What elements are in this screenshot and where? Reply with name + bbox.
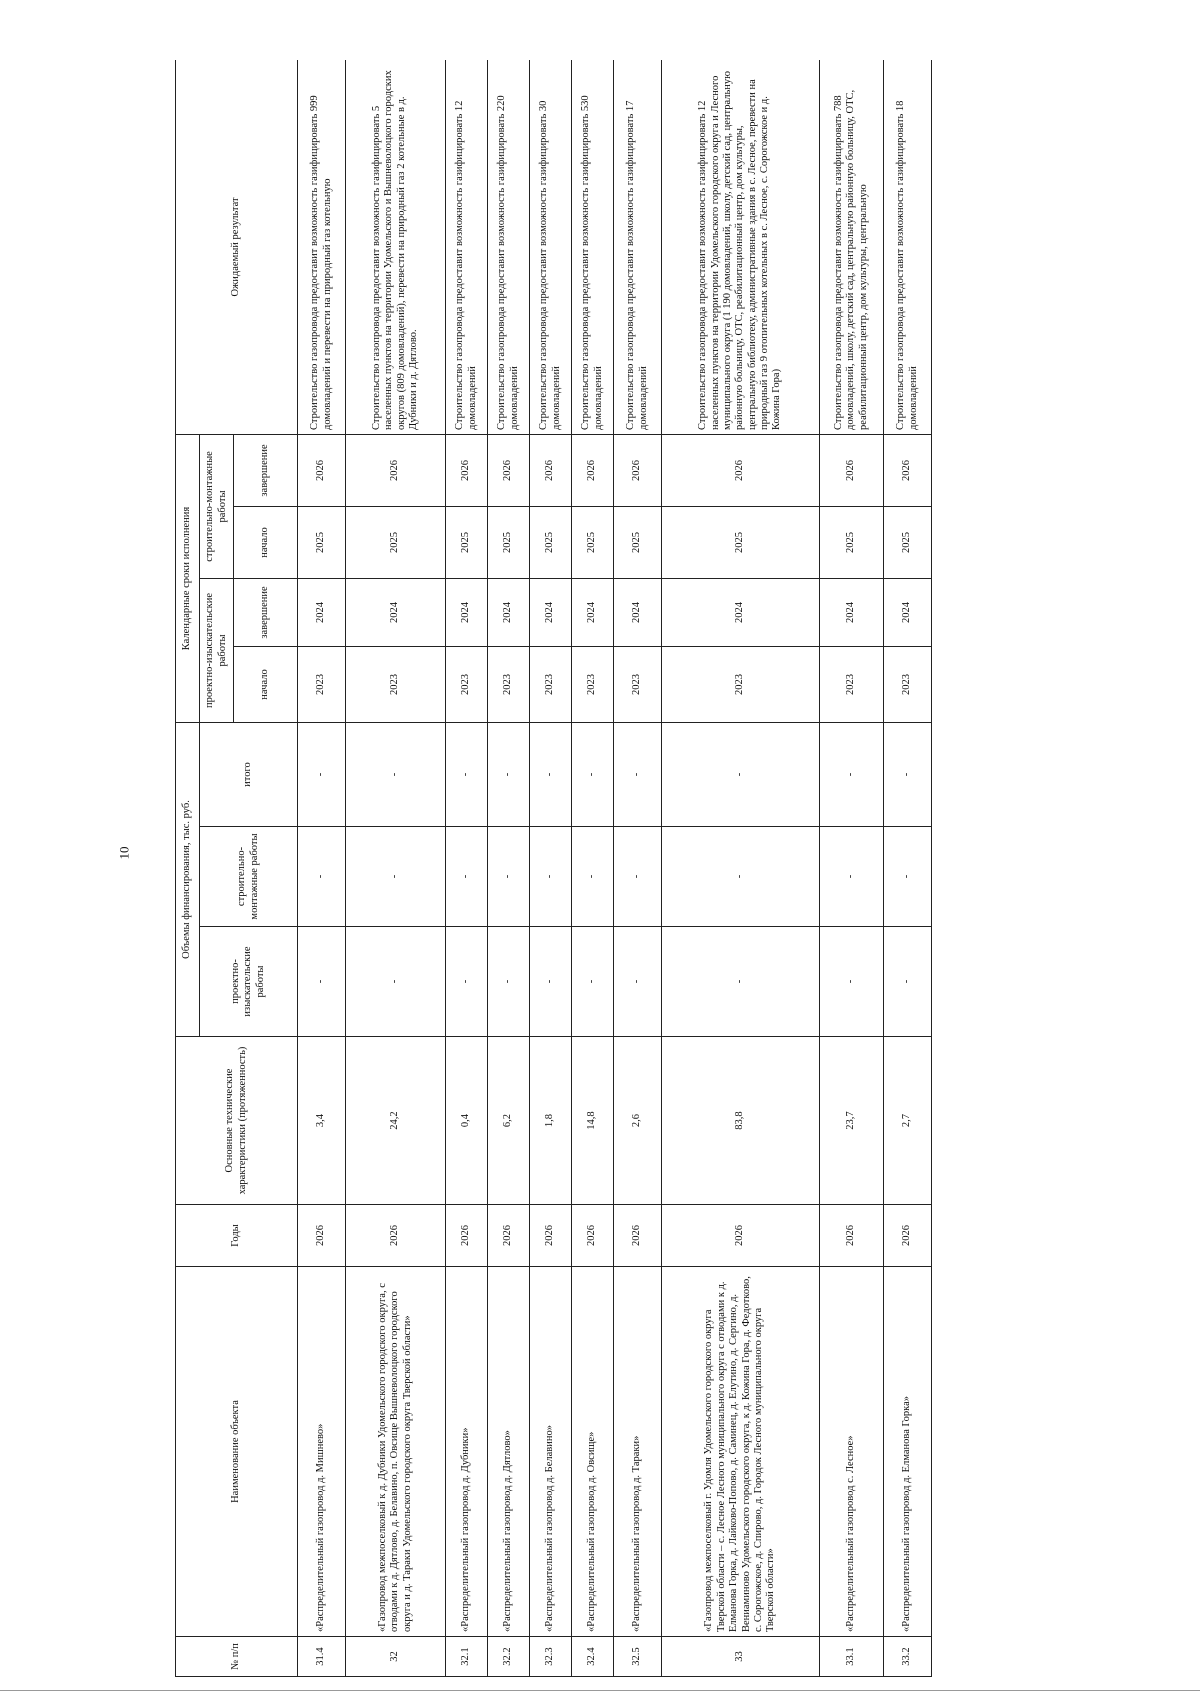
cell-year: 2026: [530, 1205, 572, 1267]
cell-design-end: 2024: [614, 578, 662, 646]
cell-object-name: «Распределительный газопровод д. Елманова Горка»: [884, 1267, 932, 1637]
cell-fin-construction: -: [662, 827, 820, 927]
cell-fin-construction: -: [820, 827, 884, 927]
cell-object-name: «Распределительный газопровод д. Дятлово»: [488, 1267, 530, 1637]
cell-fin-construction: -: [446, 827, 488, 927]
header-schedule-design: проектно-изыскательские работы: [200, 578, 234, 722]
table-row: [346, 60, 446, 1677]
page-number: 10: [116, 846, 132, 860]
cell-length: 2,7: [884, 1037, 932, 1205]
cell-object-name: «Распределительный газопровод с. Лесное»: [820, 1267, 884, 1637]
cell-fin-construction: -: [572, 827, 614, 927]
cell-object-name: «Распределительный газопровод д. Овсище»: [572, 1267, 614, 1637]
cell-number: 32.3: [530, 1637, 572, 1677]
cell-construction-start: 2025: [884, 506, 932, 578]
cell-number: 32.1: [446, 1637, 488, 1677]
cell-length: 2,6: [614, 1037, 662, 1205]
cell-design-start: 2023: [530, 646, 572, 722]
cell-year: 2026: [488, 1205, 530, 1267]
cell-length: 23,7: [820, 1037, 884, 1205]
header-fin-design: проектно-изыскательские работы: [200, 927, 298, 1037]
cell-fin-construction: -: [884, 827, 932, 927]
table-row: [488, 60, 530, 1677]
cell-design-end: 2024: [572, 578, 614, 646]
table-row: [446, 60, 488, 1677]
cell-design-end: 2024: [820, 578, 884, 646]
header-construction-start: начало: [234, 506, 298, 578]
table-row: [614, 60, 662, 1677]
cell-expected-result: Строительство газопровода предоставит возможность газифицировать 12 домовладений: [446, 60, 488, 434]
cell-construction-start: 2025: [820, 506, 884, 578]
cell-fin-design: -: [488, 927, 530, 1037]
cell-design-start: 2023: [572, 646, 614, 722]
cell-fin-construction: -: [614, 827, 662, 927]
cell-expected-result: Строительство газопровода предоставит возможность газифицировать 17 домовладений: [614, 60, 662, 434]
rotated-table-frame: [175, 60, 1188, 1677]
cell-construction-start: 2025: [572, 506, 614, 578]
cell-construction-end: 2026: [614, 434, 662, 506]
header-fin-construction: строительно-монтажные работы: [200, 827, 298, 927]
cell-object-name: «Газопровод межпоселковый г. Удомля Удомельского городского округа Тверской области – с. Лесное Лесного муниципального округа с отводами к д. Елманова Горка, д. Лайково-Попово, д. Саминец, д. Елутино, д. Сергино, д. Вениаминово Удомельского городского округа, к д. Кожина Гора, д. Федотково, с. Сорогожское, д. Спирово, д. Городок Лесного муниципального округа Тверской области»: [662, 1267, 820, 1637]
cell-design-end: 2024: [446, 578, 488, 646]
cell-fin-total: -: [614, 722, 662, 826]
cell-fin-total: -: [346, 722, 446, 826]
header-schedule: Календарные сроки исполнения: [176, 434, 200, 722]
header-design-start: начало: [234, 646, 298, 722]
cell-year: 2026: [614, 1205, 662, 1267]
header-design-end: завершение: [234, 578, 298, 646]
cell-fin-design: -: [346, 927, 446, 1037]
cell-construction-end: 2026: [446, 434, 488, 506]
cell-construction-start: 2025: [488, 506, 530, 578]
cell-construction-end: 2026: [530, 434, 572, 506]
cell-fin-construction: -: [488, 827, 530, 927]
cell-year: 2026: [446, 1205, 488, 1267]
cell-design-start: 2023: [614, 646, 662, 722]
cell-fin-design: -: [820, 927, 884, 1037]
cell-object-name: «Распределительный газопровод д. Тараки»: [614, 1267, 662, 1637]
cell-construction-end: 2026: [298, 434, 346, 506]
table-row: [298, 60, 346, 1677]
table-row: [820, 60, 884, 1677]
cell-expected-result: Строительство газопровода предоставит возможность газифицировать 30 домовладений: [530, 60, 572, 434]
cell-expected-result: Строительство газопровода предоставит возможность газифицировать 530 домовладений: [572, 60, 614, 434]
cell-expected-result: Строительство газопровода предоставит возможность газифицировать 220 домовладений: [488, 60, 530, 434]
cell-length: 0,4: [446, 1037, 488, 1205]
cell-expected-result: Строительство газопровода предоставит возможность газифицировать 788 домовладений, школу, детский сад, центральную районную больницу, ОТС, реабилитационный центр, дом культуры, центральную: [820, 60, 884, 434]
header-schedule-construction: строительно-монтажные работы: [200, 434, 234, 578]
cell-construction-end: 2026: [820, 434, 884, 506]
header-number: № п/п: [176, 1637, 298, 1677]
cell-number: 32.5: [614, 1637, 662, 1677]
cell-fin-design: -: [662, 927, 820, 1037]
cell-number: 32.2: [488, 1637, 530, 1677]
cell-fin-total: -: [662, 722, 820, 826]
cell-design-start: 2023: [298, 646, 346, 722]
cell-construction-end: 2026: [884, 434, 932, 506]
cell-number: 32: [346, 1637, 446, 1677]
cell-length: 83,8: [662, 1037, 820, 1205]
cell-year: 2026: [572, 1205, 614, 1267]
cell-construction-start: 2025: [346, 506, 446, 578]
cell-length: 24,2: [346, 1037, 446, 1205]
cell-fin-design: -: [572, 927, 614, 1037]
cell-expected-result: Строительство газопровода предоставит возможность газифицировать 999 домовладений и перевести на природный газ котельную: [298, 60, 346, 434]
cell-fin-construction: -: [298, 827, 346, 927]
header-financing: Объемы финансирования, тыс. руб.: [176, 722, 200, 1036]
cell-fin-design: -: [884, 927, 932, 1037]
cell-construction-start: 2025: [298, 506, 346, 578]
cell-fin-design: -: [614, 927, 662, 1037]
cell-number: 33.2: [884, 1637, 932, 1677]
cell-object-name: «Распределительный газопровод д. Мишнево»: [298, 1267, 346, 1637]
table-row: [572, 60, 614, 1677]
cell-design-start: 2023: [346, 646, 446, 722]
cell-fin-construction: -: [530, 827, 572, 927]
cell-fin-design: -: [446, 927, 488, 1037]
scan-edge-line: [0, 1690, 1200, 1691]
table-row: [884, 60, 932, 1677]
cell-fin-total: -: [820, 722, 884, 826]
cell-expected-result: Строительство газопровода предоставит возможность газифицировать 18 домовладений: [884, 60, 932, 434]
table-row: [662, 60, 820, 1677]
cell-design-end: 2024: [488, 578, 530, 646]
cell-length: 3,4: [298, 1037, 346, 1205]
cell-fin-total: -: [298, 722, 346, 826]
cell-length: 6,2: [488, 1037, 530, 1205]
cell-length: 1,8: [530, 1037, 572, 1205]
cell-number: 32.4: [572, 1637, 614, 1677]
cell-construction-start: 2025: [446, 506, 488, 578]
table-container: [175, 60, 1188, 1677]
cell-object-name: «Газопровод межпоселковый к д. Дубники Удомельского городского округа, с отводами к д. Дятлово, д. Белавино, п. Овсище Вышневолоцкого городского округа и д. Тараки Удомельского городского округа Тверской области»: [346, 1267, 446, 1637]
header-fin-total: итого: [200, 722, 298, 826]
cell-design-start: 2023: [662, 646, 820, 722]
cell-year: 2026: [820, 1205, 884, 1267]
gas-pipeline-table: [175, 60, 932, 1677]
cell-expected-result: Строительство газопровода предоставит возможность газифицировать 12 населенных пунктов на территории Удомельского городского округа и Лесного муниципального округа (1 190 домовладений, школу, детский сад, центральную районную больницу, ОТС, реабилитационный центр, дом культуры, центральную библиотеку, административные здания в с. Лесное, перевести на природный газ 9 отопительных котельных в с. Лесное, с. Сорогожское и д. Кожина Гора): [662, 60, 820, 434]
cell-fin-total: -: [446, 722, 488, 826]
cell-number: 31.4: [298, 1637, 346, 1677]
cell-construction-start: 2025: [614, 506, 662, 578]
cell-design-start: 2023: [488, 646, 530, 722]
cell-fin-design: -: [530, 927, 572, 1037]
cell-year: 2026: [884, 1205, 932, 1267]
header-object-name: Наименование объекта: [176, 1267, 298, 1637]
cell-number: 33: [662, 1637, 820, 1677]
cell-expected-result: Строительство газопровода предоставит возможность газифицировать 5 населенных пунктов на территории Удомельского и Вышневолоцкого городских округов (809 домовладений), перевести на природный газ 2 котельные в д. Дубники и д. Дятлово.: [346, 60, 446, 434]
cell-design-start: 2023: [884, 646, 932, 722]
cell-object-name: «Распределительный газопровод д. Белавино»: [530, 1267, 572, 1637]
cell-construction-end: 2026: [572, 434, 614, 506]
cell-object-name: «Распределительный газопровод д. Дубники»: [446, 1267, 488, 1637]
table-row: [530, 60, 572, 1677]
cell-construction-start: 2025: [662, 506, 820, 578]
cell-year: 2026: [662, 1205, 820, 1267]
cell-construction-end: 2026: [346, 434, 446, 506]
cell-design-end: 2024: [884, 578, 932, 646]
header-years: Годы: [176, 1205, 298, 1267]
cell-fin-total: -: [530, 722, 572, 826]
cell-fin-construction: -: [346, 827, 446, 927]
cell-design-end: 2024: [298, 578, 346, 646]
cell-fin-total: -: [884, 722, 932, 826]
cell-construction-end: 2026: [488, 434, 530, 506]
cell-construction-end: 2026: [662, 434, 820, 506]
cell-length: 14,8: [572, 1037, 614, 1205]
cell-year: 2026: [346, 1205, 446, 1267]
header-expected-result: Ожидаемый результат: [176, 60, 298, 434]
cell-fin-total: -: [488, 722, 530, 826]
cell-number: 33.1: [820, 1637, 884, 1677]
cell-design-end: 2024: [530, 578, 572, 646]
cell-design-end: 2024: [346, 578, 446, 646]
cell-fin-total: -: [572, 722, 614, 826]
cell-fin-design: -: [298, 927, 346, 1037]
cell-year: 2026: [298, 1205, 346, 1267]
cell-design-end: 2024: [662, 578, 820, 646]
cell-construction-start: 2025: [530, 506, 572, 578]
header-construction-end: завершение: [234, 434, 298, 506]
cell-design-start: 2023: [446, 646, 488, 722]
cell-design-start: 2023: [820, 646, 884, 722]
header-tech-characteristics: Основные технические характеристики (протяженность): [176, 1037, 298, 1205]
